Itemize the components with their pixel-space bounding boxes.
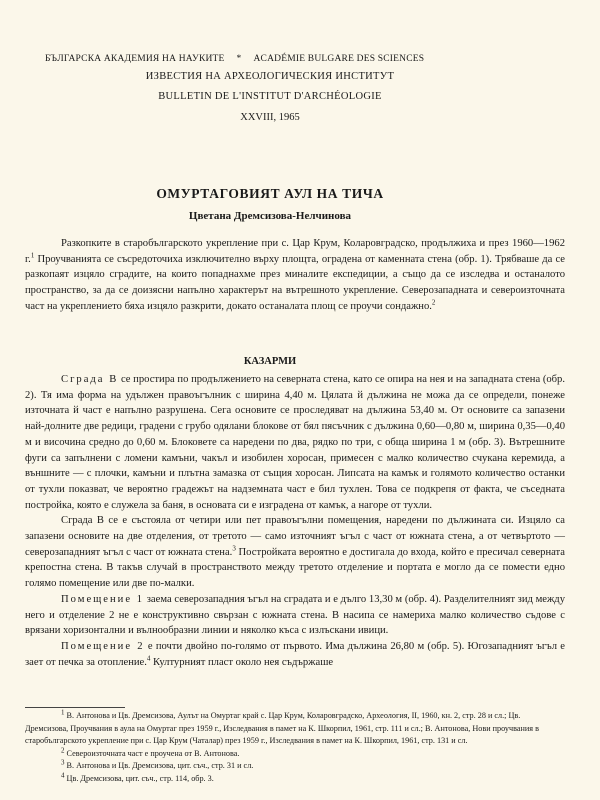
lead-term: Сграда В <box>61 374 119 385</box>
paragraph-text: е почти двойно по-голямо от първото. Има дължина 26,80 м (обр. 5). Югозападният ъгъл е зает от печка за отопление. <box>25 640 565 668</box>
footnote-1 <box>25 710 545 748</box>
section-heading: КАЗАРМИ <box>243 356 297 367</box>
paragraph-1 <box>25 372 565 513</box>
main-body <box>25 372 565 670</box>
intro-text-2: Проучванията се съсредоточиха изключително върху площта, оградена от каменната стена (обр. 1). Трябваше да се разкопаят изцяло сградите, на които попаднахме през миналите експедиции, а също да се изследва и останалото пространство, за да се доизясни напълно характерът на вътрешното укрепление. Северозападната и североизточната част на укреплението бяха изцяло разкрити, докато останалата площ се проучи сондажно. <box>25 253 565 312</box>
footnote-text: В. Антонова и Цв. Дремсизова, цит. съч., стр. 31 и сл. <box>66 761 254 770</box>
lead-term: Помещение 1 <box>61 593 145 605</box>
lead-term: Помещение 2 <box>61 640 145 652</box>
paragraph-text: Културният пласт около нея съдържаше <box>150 656 334 668</box>
paragraph-4 <box>25 639 565 670</box>
volume-year: XXVIII, 1965 <box>240 112 300 123</box>
footnote-text: Североизточната част е проучена от В. Антонова. <box>66 748 240 758</box>
academy-bg: БЪЛГАРСКА АКАДЕМИЯ НА НАУКИТЕ <box>45 54 225 64</box>
article-author: Цветана Дремсизова-Нелчинова <box>188 210 352 222</box>
academy-fr: ACADÉMIE BULGARE DES SCIENCES <box>253 54 425 64</box>
footnote-text: В. Антонова и Цв. Дремсизова, Аулът на Омуртаг край с. Цар Крум, Коларовградско, Археология, II, 1960, кн. 2, стр. 28 и сл.; Цв. Дремсизова, Проучвания в аула на Омуртаг през 1959 г., Изследвания в памет на К. Шкорпил, 1961, стр. 111 и сл.; В. Антонова, Нови проучвания в старобългарското укрепление при с. Цар Крум (Чаталар) през 1959 г., Изследвания в памет на К. Шкорпил, 1961, стр. 131 и сл. <box>25 711 539 745</box>
paragraph-text: Постройката вероятно е достигала до входа, който е пресичал северната крепостна стена. В такъв случай в пространството между третото отделение и портата е могло да се помести едно голямо помещение или две по-малки. <box>25 546 566 590</box>
footnote-number: 4 <box>61 770 65 779</box>
paragraph-text: се простира по продължението на северната стена, като се опира на нея и на западната стена (обр. 2). Тя има форма на удължен правоъгълник с ширина 4,40 м. Цялата й дължина не можа да се определи, понеже източната й част е напълно разрушена. Сега основите се проследяват на дължина 53,40 м. От основите са запазени най-долните две редици, градени с грубо одялани блокове от бял пясъчник с дължина 0,60—0,80 м, ширина 0,35—0,40 м и височина средно до 0,60 м. Блоковете са наредени по два, рядко по три, с обща ширина 1 м (обр. 3). Вътрешните фуги са запълнени с ломени камъни, чакъл и изобилен хоросан, примесен с малко количество счукана керемида, а външните — с плочки, камъни и плътна замазка от същия хоросан. Липсата на камък и голямото количество останки от тухли показват, че вероятно градежът на надземната част е бил тухлен. Това се подкрепя от факта, че съседната постройка, която е служела за баня, в основата си е изградена от камък, а нагоре от тухли. <box>25 374 566 511</box>
intro-paragraph <box>25 236 565 315</box>
academy-line <box>45 54 515 64</box>
footnote-number: 1 <box>61 708 65 717</box>
paragraph-text: заема северозападния ъгъл на сградата и е дълго 13,30 м (обр. 4). Разделителният зид между него и отделение 2 не е конструктивно свързан с южната стена. В насипа се намериха малко количество съдове с врязани хоризонтални и вълнообразни линии и няколко къса с излъскани ивици. <box>25 593 565 637</box>
footnote-ref-1[interactable]: 1 <box>30 251 35 260</box>
footnote-number: 3 <box>61 758 65 767</box>
paragraph-3 <box>25 592 565 639</box>
footnote-3 <box>25 760 545 773</box>
journal-title-bg: ИЗВЕСТИЯ НА АРХЕОЛОГИЧЕСКИЯ ИНСТИТУТ <box>145 71 395 82</box>
paragraph-text: Сграда В се е състояла от четири или пет правоъгълни помещения, наредени по дължината си. Изцяло са запазени основите на две отделения, от третото — само източният ъгъл с част от южната стена, а от четвъртото — северозападният ъгъл с част от южната стена. <box>25 515 565 558</box>
article-title: ОМУРТАГОВИЯТ АУЛ НА ТИЧА <box>156 186 384 201</box>
footnote-text: Цв. Дремсизова, цит. съч., стр. 114, обр. 3. <box>66 773 214 783</box>
footnote-divider <box>25 707 125 708</box>
footnote-ref-4[interactable]: 4 <box>146 654 151 663</box>
paragraph-2 <box>25 513 565 592</box>
footnotes <box>25 710 545 785</box>
footnote-ref-2[interactable]: 2 <box>431 298 436 307</box>
journal-title-fr: BULLETIN DE L'INSTITUT D'ARCHÉOLOGIE <box>158 91 382 102</box>
footnote-2 <box>25 745 545 761</box>
intro-text-1: Разкопките в старобългарското укрепление при с. Цар Крум, Коларовградско, продължиха и през 1960—1962 г. <box>25 238 565 265</box>
footnote-ref-3[interactable]: 3 <box>232 544 236 553</box>
footnote-4 <box>25 770 545 786</box>
footnote-number: 2 <box>61 745 65 754</box>
separator-asterisk: * <box>236 54 242 64</box>
